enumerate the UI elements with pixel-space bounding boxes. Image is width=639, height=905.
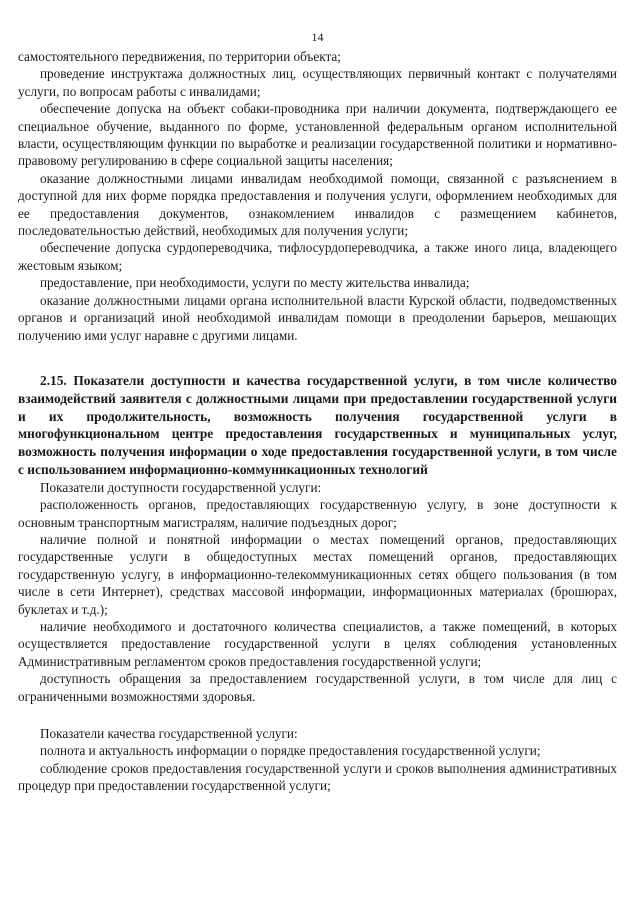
paragraph-assistance: оказание должностными лицами инвалидам необходимой помощи, связанной с разъяснением в доступной для них форме порядка предоставления и получения услуги, оформлением необходимых для ее предоставления документов, ознакомлением инвалидов с размещением кабинетов, последовательностью действий, необходимых для получения услуги; (18, 170, 617, 239)
paragraph-availability-title: Показатели доступности государственной услуги: (40, 479, 322, 495)
paragraph-location: расположенность органов, предоставляющих государственную услугу, в зоне доступности к основным транспортным магистралям, наличие подъездных дорог; (18, 497, 617, 530)
paragraph-information: наличие полной и понятной информации о местах помещений органов, предоставляющих государственные услуги в общедоступных местах помещений органов, предоставляющих государственную услугу, в информационно-телекоммуникационных сетях общего пользования (в том числе в сети Интернет), средствах массовой информации, информационных материалах (брошюрах, буклетах и т.д.); (18, 531, 617, 617)
paragraph-guide-dog: обеспечение допуска на объект собаки-проводника при наличии документа, подтверждающего ее специальное обучение, выданного по форме, установленной федеральным органом исполнительной власти, осуществляющим функции по выработке и реализации государственной политики и нормативно-правовому регулированию в сфере социальной защиты населения; (18, 101, 617, 169)
page-number: 14 (311, 30, 324, 44)
paragraph-sign-language: обеспечение допуска сурдопереводчика, тифлосурдопереводчика, а также иного лица, владеющего жестовым языком; (18, 240, 617, 273)
paragraph-specialists: наличие необходимого и достаточного количества специалистов, а также помещений, в которых осуществляется предоставление государственной услуги в целях соблюдения установленных Административным регламентом сроков предоставления государственной услуги; (18, 618, 617, 669)
paragraph-barriers: оказание должностными лицами органа исполнительной власти Курской области, подведомственных органов и организаций иной необходимой инвалидам помощи в преодолении барьеров, мешающих получению ими услуг наравне с другими лицами. (18, 292, 617, 343)
paragraph-completeness: полнота и актуальность информации о порядке предоставления государственной услуги; (40, 743, 541, 759)
paragraph-briefing: проведение инструктажа должностных лиц, осуществляющих первичный контакт с получателями услуги, по вопросам работы с инвалидами; (18, 66, 617, 99)
paragraph-home-service: предоставление, при необходимости, услуги по месту жительства инвалида; (40, 275, 470, 291)
paragraph-quality-title: Показатели качества государственной услуги: (40, 725, 298, 741)
paragraph-accessibility: доступность обращения за предоставлением государственной услуги, в том числе для лиц с ограниченными возможностями здоровья. (18, 671, 617, 704)
paragraph-deadlines: соблюдение сроков предоставления государственной услуги и сроков выполнения административных процедур при предоставлении государственной услуги; (18, 760, 617, 794)
section-heading-2-15: 2.15. Показатели доступности и качества государственной услуги, в том числе количество взаимодействий заявителя с должностными лицами при предоставлении государственной услуги и их продолжительность, возможность получения государственной услуги в многофункциональном центре предоставления государственных и муниципальных услуг, возможность получения информации о ходе предоставления государственной услуги, в том числе с использованием информационно-коммуникационных технологий (18, 372, 617, 477)
paragraph-continuation: самостоятельного передвижения, по территории объекта; (18, 49, 341, 64)
spacer (18, 705, 617, 725)
